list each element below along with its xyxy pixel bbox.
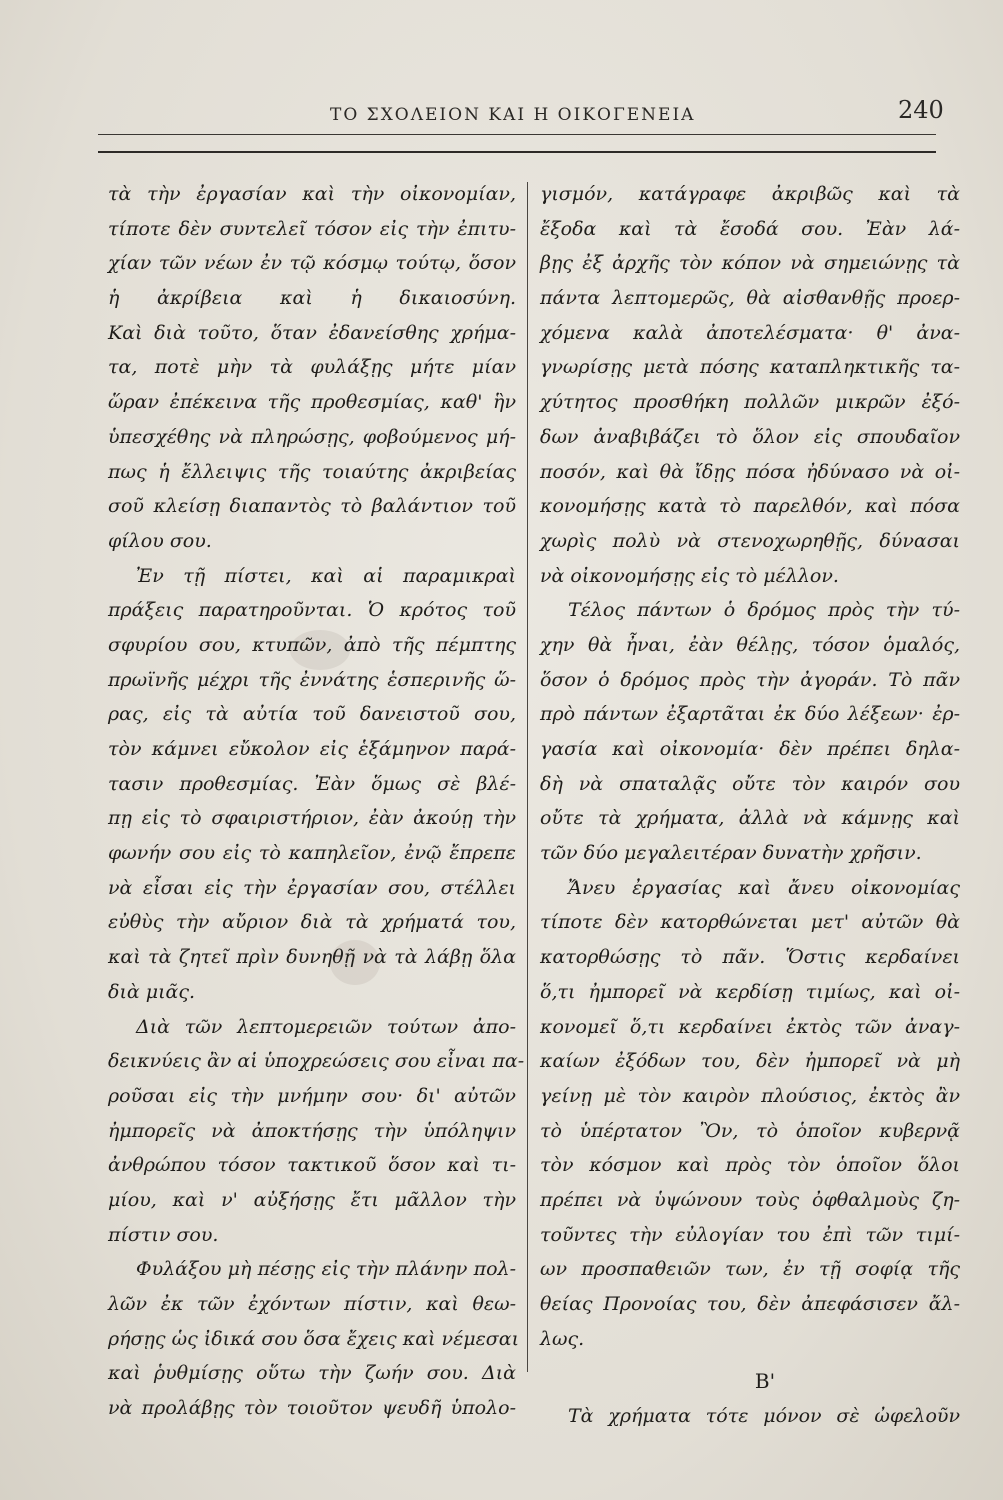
text-line: δων ἀναβιβάζει τὸ ὅλον εἰς σπουδαῖον xyxy=(540,425,960,448)
text-line: φίλου σου. xyxy=(108,529,212,552)
text-line: νὰ οἰκονομήσῃς εἰς τὸ μέλλον. xyxy=(540,564,839,587)
text-line: καίων ἐξόδων του, δὲν ἠμπορεῖ νὰ μὴ xyxy=(540,1050,960,1073)
text-line: ἡ ἀκρίβεια καὶ ἡ δικαιοσύνη. xyxy=(108,287,516,310)
text-line: σφυρίου σου, κτυπῶν, ἀπὸ τῆς πέμπτης xyxy=(108,633,516,656)
text-line: γισμόν, κατάγραφε ἀκριβῶς καὶ τὰ xyxy=(540,183,960,205)
text-line: φωνήν σου εἰς τὸ καπηλεῖον, ἐνῷ ἔπρεπε xyxy=(108,842,516,865)
text-line: χόμενα καλὰ ἀποτελέσματα· θ' ἀνα- xyxy=(540,321,960,344)
text-line: τασιν προθεσμίας. Ἐὰν ὅμως σὲ βλέ- xyxy=(108,772,516,795)
text-line: τίποτε δὲν κατορθώνεται μετ' αὐτῶν θὰ xyxy=(540,911,960,934)
text-line: λως. xyxy=(540,1327,585,1350)
section-heading: Β' xyxy=(754,1369,776,1394)
text-line: τοῦντες τὴν εὐλογίαν του ἐπὶ τῶν τιμί- xyxy=(540,1223,960,1246)
column-divider xyxy=(527,182,528,1372)
text-line: θείας Προνοίας του, δὲν ἀπεφάσισεν ἄλ- xyxy=(540,1293,960,1315)
text-line: ὅ,τι ἠμπορεῖ νὰ κερδίσῃ τιμίως, καὶ οἰ- xyxy=(540,980,960,1003)
text-line: καὶ τὰ ζητεῖ πρὶν δυνηθῇ νὰ τὰ λάβῃ ὅλα xyxy=(108,946,516,969)
text-line: νὰ εἶσαι εἰς τὴν ἐργασίαν σου, στέλλει xyxy=(108,876,516,899)
text-line: σοῦ κλείσῃ διαπαντὸς τὸ βαλάντιον τοῦ xyxy=(108,495,516,518)
text-line: χύτητος προσθήκη πολλῶν μικρῶν ἐξό- xyxy=(540,391,960,414)
text-line: ροῦσαι εἰς τὴν μνήμην σου· δι' αὐτῶν xyxy=(108,1084,516,1107)
text-line: ων προσπαθειῶν των, ἐν τῇ σοφίᾳ τῆς xyxy=(540,1258,960,1281)
text-line: τὸ ὑπέρτατον Ὂν, τὸ ὁποῖον κυβερνᾷ xyxy=(540,1119,960,1142)
text-line: οὔτε τὰ χρήματα, ἀλλὰ νὰ κάμνῃς καὶ xyxy=(540,807,960,830)
text-line: Ἐν τῇ πίστει, καὶ αἱ παραμικραὶ xyxy=(136,564,516,587)
text-line: ρας, εἰς τὰ αὐτία τοῦ δανειστοῦ σου, xyxy=(108,703,516,726)
text-line: πως ἡ ἔλλειψις τῆς τοιαύτης ἀκριβείας xyxy=(108,460,516,483)
text-line: ποσόν, καὶ θὰ ἴδῃς πόσα ἠδύνασο νὰ οἰ- xyxy=(540,460,960,483)
right-column xyxy=(540,177,960,1434)
text-line: τὰ τὴν ἐργασίαν καὶ τὴν οἰκονομίαν, xyxy=(108,183,516,205)
text-line: τα, ποτὲ μὴν τὰ φυλάξῃς μήτε μίαν xyxy=(108,356,516,379)
text-line: χίαν τῶν νέων ἐν τῷ κόσμῳ τούτῳ, ὅσον xyxy=(108,252,516,275)
running-title: ΤΟ ΣΧΟΛΕΙΟΝ ΚΑΙ Η ΟΙΚΟΓΕΝΕΙΑ xyxy=(330,105,696,125)
text-line: κονομήσῃς κατὰ τὸ παρελθόν, καὶ πόσα xyxy=(540,495,960,518)
text-line: Διὰ τῶν λεπτομερειῶν τούτων ἀπο- xyxy=(136,1015,516,1038)
text-line: ρήσῃς ὡς ἰδικά σου ὅσα ἔχεις καὶ νέμεσαι xyxy=(108,1327,520,1350)
text-line: εὐθὺς τὴν αὔριον διὰ τὰ χρήματά του, xyxy=(108,911,516,934)
text-line: ἔξοδα καὶ τὰ ἔσοδά σου. Ἐὰν λά- xyxy=(540,217,960,240)
text-line: Τέλος πάντων ὁ δρόμος πρὸς τὴν τύ- xyxy=(568,599,960,622)
text-line: ἀνθρώπου τόσον τακτικοῦ ὅσον καὶ τι- xyxy=(108,1154,516,1177)
text-line: γνωρίσῃς μετὰ πόσης καταπληκτικῆς τα- xyxy=(540,356,960,379)
text-line: λῶν ἐκ τῶν ἐχόντων πίστιν, καὶ θεω- xyxy=(108,1293,516,1315)
text-line: Καὶ διὰ τοῦτο, ὅταν ἐδανείσθης χρήμα- xyxy=(108,321,516,344)
text-line: Φυλάξου μὴ πέσῃς εἰς τὴν πλάνην πολ- xyxy=(136,1258,516,1281)
text-line: κατορθώσῃς τὸ πᾶν. Ὅστις κερδαίνει xyxy=(540,946,960,969)
text-line: βῃς ἐξ ἀρχῆς τὸν κόπον νὰ σημειώνῃς τὰ xyxy=(540,252,960,275)
text-line: τῶν δύο μεγαλειτέραν δυνατὴν χρῆσιν. xyxy=(540,842,922,865)
text-line: μίου, καὶ ν' αὐξήσῃς ἔτι μᾶλλον τὴν xyxy=(108,1188,516,1211)
text-line: δεικνύεις ἂν αἱ ὑποχρεώσεις σου εἶναι πα- xyxy=(108,1050,525,1073)
text-line: ἠμπορεῖς νὰ ἀποκτήσῃς τὴν ὑπόληψιν xyxy=(108,1119,516,1142)
text-line: πίστιν σου. xyxy=(108,1223,219,1246)
text-line: πάντα λεπτομερῶς, θὰ αἰσθανθῇς προερ- xyxy=(540,287,960,310)
text-line: πρὸ πάντων ἐξαρτᾶται ἐκ δύο λέξεων· ἐρ- xyxy=(540,703,960,726)
text-line: χωρὶς πολὺ νὰ στενοχωρηθῇς, δύνασαι xyxy=(540,529,960,552)
text-line: γασία καὶ οἰκονομία· δὲν πρέπει δηλα- xyxy=(540,738,960,760)
text-line: τὸν κόσμον καὶ πρὸς τὸν ὁποῖον ὅλοι xyxy=(540,1154,960,1177)
text-line: καὶ ῥυθμίσῃς οὕτω τὴν ζωήν σου. Διὰ xyxy=(108,1362,516,1385)
text-line: ὅσον ὁ δρόμος πρὸς τὴν ἀγοράν. Τὸ πᾶν xyxy=(540,668,960,691)
text-line: γείνῃ μὲ τὸν καιρὸν πλούσιος, ἐκτὸς ἂν xyxy=(540,1084,960,1107)
text-line: ὑπεσχέθης νὰ πληρώσῃς, φοβούμενος μή- xyxy=(108,425,516,448)
text-line: κονομεῖ ὅ,τι κερδαίνει ἐκτὸς τῶν ἀναγ- xyxy=(540,1015,960,1038)
text-line: διὰ μιᾶς. xyxy=(108,980,196,1003)
page-number: 240 xyxy=(898,96,944,124)
text-line: τὸν κάμνει εὔκολον εἰς ἑξάμηνον παρά- xyxy=(108,738,516,760)
text-line: πῃ εἰς τὸ σφαιριστήριον, ἐὰν ἀκούῃ τὴν xyxy=(108,807,516,830)
text-line: πρέπει νὰ ὑψώνουν τοὺς ὀφθαλμοὺς ζη- xyxy=(540,1188,960,1211)
header-rule xyxy=(98,134,936,135)
text-line: Ἄνευ ἐργασίας καὶ ἄνευ οἰκονομίας xyxy=(568,876,960,899)
text-line: νὰ προλάβῃς τὸν τοιοῦτον ψευδῆ ὑπολο- xyxy=(108,1397,516,1420)
text-line: χην θὰ ἦναι, ἐὰν θέλῃς, τόσον ὁμαλός, xyxy=(540,633,960,656)
text-line: τίποτε δὲν συντελεῖ τόσον εἰς τὴν ἐπιτυ- xyxy=(108,217,516,240)
text-line: πρωϊνῆς μέχρι τῆς ἐννάτης ἑσπερινῆς ὥ- xyxy=(108,668,516,691)
text-line: πράξεις παρατηροῦνται. Ὁ κρότος τοῦ xyxy=(108,599,516,622)
left-column xyxy=(108,177,525,1426)
header-rule-thick xyxy=(98,151,936,153)
text-line: δὴ νὰ σπαταλᾷς οὔτε τὸν καιρόν σου xyxy=(540,772,960,795)
text-line: ὥραν ἐπέκεινα τῆς προθεσμίας, καθ' ἣν xyxy=(108,391,516,414)
text-line: Τὰ χρήματα τότε μόνον σὲ ὠφελοῦν xyxy=(568,1405,960,1428)
